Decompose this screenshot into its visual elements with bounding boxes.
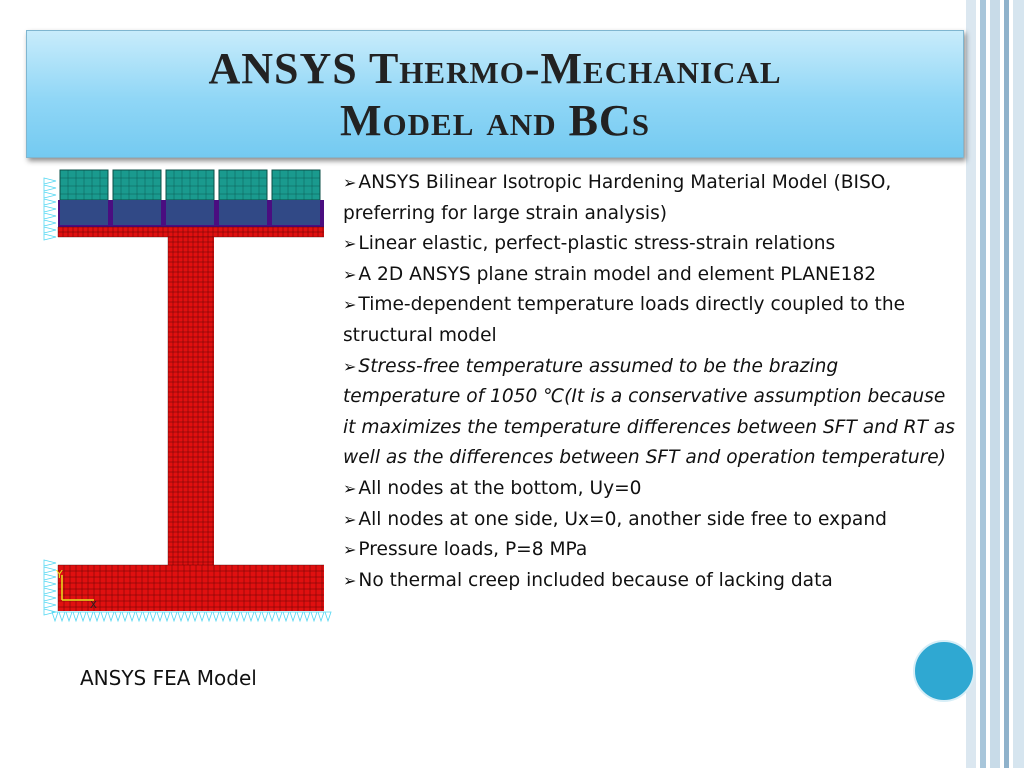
axis-x-label: X	[90, 600, 97, 611]
bullet-list	[343, 168, 958, 596]
bc-triangle	[44, 227, 56, 233]
bullet-text: A 2D ANSYS plane strain model and element PLANE182	[358, 263, 877, 285]
bc-triangle	[44, 185, 56, 191]
bc-triangle	[269, 612, 275, 621]
bc-triangle	[44, 178, 56, 184]
bc-triangle	[101, 612, 107, 621]
bc-triangle	[192, 612, 198, 621]
bullet-item	[343, 505, 958, 536]
arrow-bullet-icon: ➢	[343, 295, 357, 315]
arrow-bullet-icon: ➢	[343, 234, 357, 254]
purple-layer-cell	[113, 200, 161, 225]
bullet-text: Pressure loads, P=8 MPa	[358, 539, 588, 561]
bullet-text: No thermal creep included because of lacking data	[358, 569, 833, 591]
bc-triangle	[44, 560, 56, 566]
bc-triangle	[44, 206, 56, 212]
bc-triangle	[80, 612, 86, 621]
bc-triangle	[44, 581, 56, 587]
bc-triangle	[234, 612, 240, 621]
bullet-item	[343, 290, 958, 351]
purple-layer-cell	[60, 200, 108, 225]
bc-triangle	[304, 612, 310, 621]
bc-triangle	[178, 612, 184, 621]
bc-triangle	[44, 192, 56, 198]
decorative-stripes	[966, 0, 1024, 768]
bullet-text: Stress-free temperature assumed to be the brazing temperature of 1050 ℃(It is a conservative assumption because it maximizes the temperature differences between SFT and RT as well as the differences between SFT and operation temperature)	[343, 355, 955, 469]
bc-triangle	[143, 612, 149, 621]
purple-layer-cell	[219, 200, 267, 225]
bullet-item	[343, 229, 958, 260]
bc-triangle	[227, 612, 233, 621]
bc-triangle	[66, 612, 72, 621]
bc-triangle	[44, 588, 56, 594]
bc-triangle	[297, 612, 303, 621]
bc-triangle	[122, 612, 128, 621]
bc-triangle	[164, 612, 170, 621]
figure-caption: ANSYS FEA Model	[80, 666, 257, 690]
bc-triangle	[311, 612, 317, 621]
bullet-item	[343, 535, 958, 566]
purple-layer-cell	[272, 200, 320, 225]
title-line-2: Model and BCs	[340, 96, 650, 145]
bc-triangle	[325, 612, 331, 621]
bc-triangle	[87, 612, 93, 621]
arrow-bullet-icon: ➢	[343, 570, 357, 590]
bc-triangle	[44, 595, 56, 601]
bc-triangle	[44, 199, 56, 205]
bc-triangle	[157, 612, 163, 621]
bc-triangle	[220, 612, 226, 621]
bc-triangle	[248, 612, 254, 621]
arrow-bullet-icon: ➢	[343, 356, 357, 376]
bc-triangle	[206, 612, 212, 621]
bullet-item	[343, 260, 958, 291]
slide-title	[26, 30, 964, 158]
bullet-text: Linear elastic, perfect-plastic stress-strain relations	[358, 233, 836, 255]
purple-layer-cell	[166, 200, 214, 225]
bc-triangle	[52, 612, 58, 621]
bc-triangle	[213, 612, 219, 621]
bc-triangle	[108, 612, 114, 621]
bc-triangle	[59, 612, 65, 621]
bc-triangle	[44, 213, 56, 219]
fea-model-figure	[34, 160, 334, 630]
bc-triangle	[283, 612, 289, 621]
title-line-1: ANSYS Thermo-Mechanical	[208, 44, 782, 93]
bullet-text: ANSYS Bilinear Isotropic Hardening Material Model (BISO, preferring for large strain analysis)	[343, 172, 892, 224]
bc-triangle	[171, 612, 177, 621]
bottom-flange	[58, 565, 324, 611]
bc-triangle	[94, 612, 100, 621]
bc-triangle	[318, 612, 324, 621]
arrow-bullet-icon: ➢	[343, 264, 357, 284]
arrow-bullet-icon: ➢	[343, 173, 357, 192]
bullet-text: All nodes at the bottom, Uy=0	[358, 477, 642, 499]
decorative-circle	[913, 640, 975, 702]
bc-triangle	[129, 612, 135, 621]
bullet-item	[343, 352, 958, 474]
bc-triangle	[276, 612, 282, 621]
bc-triangle	[44, 234, 56, 240]
bc-triangle	[241, 612, 247, 621]
axis-y-label: Y	[56, 568, 63, 581]
bc-triangle	[255, 612, 261, 621]
bc-triangle	[44, 567, 56, 573]
bullet-item	[343, 474, 958, 505]
arrow-bullet-icon: ➢	[343, 540, 357, 560]
bc-triangle	[73, 612, 79, 621]
arrow-bullet-icon: ➢	[343, 509, 357, 529]
arrow-bullet-icon: ➢	[343, 478, 357, 498]
bullet-item	[343, 168, 958, 229]
bc-triangle	[199, 612, 205, 621]
bc-triangle	[44, 574, 56, 580]
bc-triangle	[262, 612, 268, 621]
bullet-text: Time-dependent temperature loads directly coupled to the structural model	[343, 294, 906, 346]
bc-triangle	[44, 602, 56, 608]
bc-triangle	[290, 612, 296, 621]
bc-triangle	[150, 612, 156, 621]
bullet-text: All nodes at one side, Ux=0, another side free to expand	[358, 508, 887, 530]
bc-triangle	[185, 612, 191, 621]
bc-triangle	[44, 220, 56, 226]
bc-triangle	[136, 612, 142, 621]
bc-triangle	[115, 612, 121, 621]
web	[168, 237, 214, 565]
bullet-item	[343, 566, 958, 597]
